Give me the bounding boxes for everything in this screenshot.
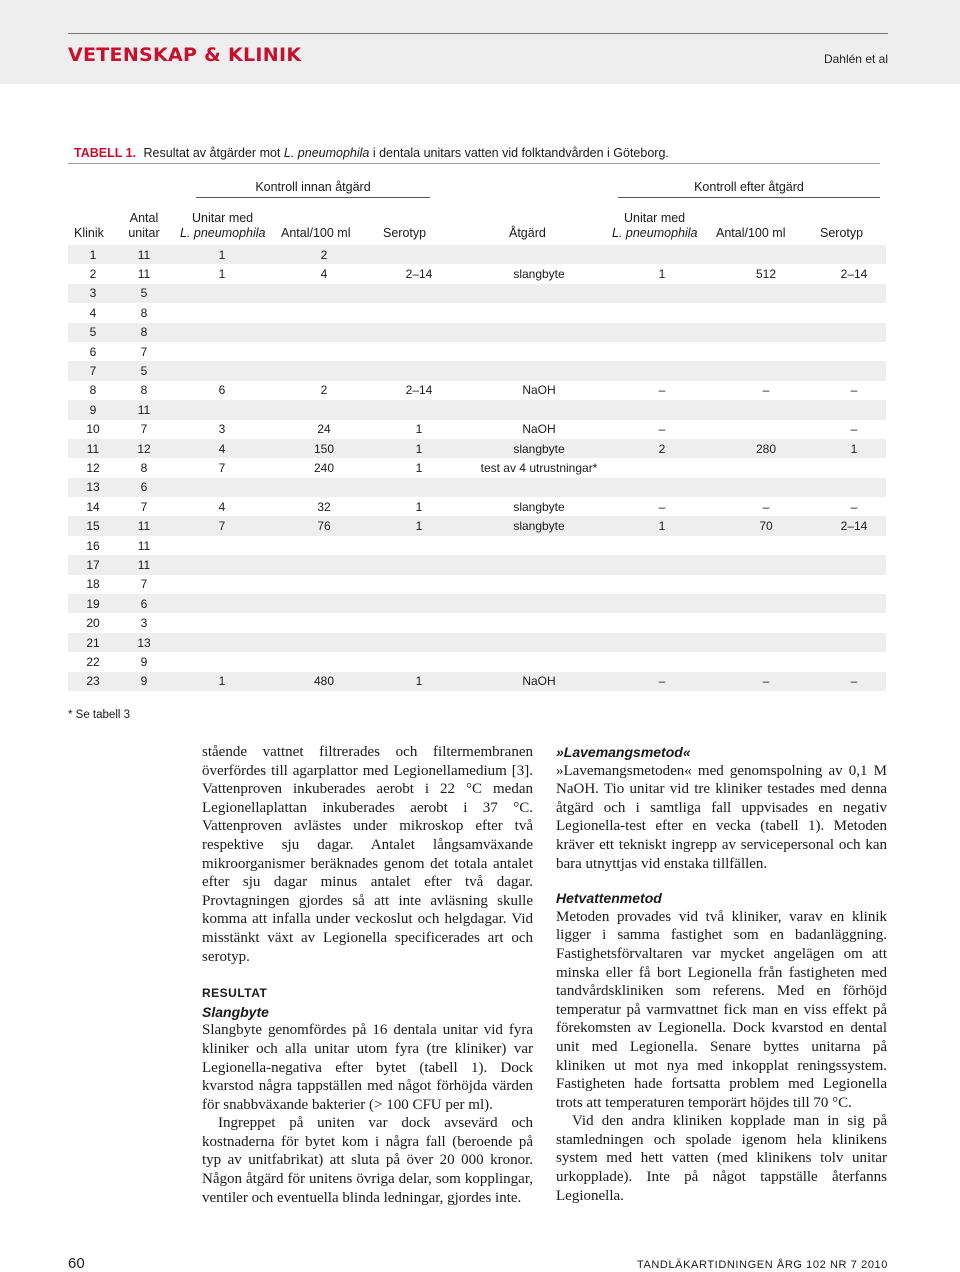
table-cell: 11 (118, 245, 170, 264)
table-cell: – (822, 420, 886, 439)
table-cell (464, 555, 614, 574)
table-cell (822, 284, 886, 303)
header-antal100-after: Antal/100 ml (716, 226, 786, 240)
table-cell: 8 (118, 458, 170, 477)
table-cell (274, 575, 374, 594)
table-cell: 76 (274, 516, 374, 535)
table-cell: 4 (170, 497, 274, 516)
header-rule (68, 33, 888, 34)
table-caption (74, 146, 669, 160)
table-cell: 6 (170, 381, 274, 400)
table-cell (274, 342, 374, 361)
table-cell: 11 (118, 264, 170, 283)
resultat-heading: RESULTAT (202, 986, 268, 1001)
lavemang-subheading: »Lavemangsmetod« (556, 744, 691, 760)
table-cell (464, 613, 614, 632)
table-cell (822, 633, 886, 652)
table-cell (822, 555, 886, 574)
table-cell: NaOH (464, 381, 614, 400)
table-cell (614, 458, 710, 477)
table-cell (464, 652, 614, 671)
table-cell (274, 323, 374, 342)
table-cell (274, 613, 374, 632)
table-cell: slangbyte (464, 516, 614, 535)
table-cell (710, 594, 822, 613)
table-cell: 11 (68, 439, 118, 458)
table-cell: 1 (374, 497, 464, 516)
table-cell (374, 342, 464, 361)
table-cell: 13 (68, 478, 118, 497)
table-cell (464, 575, 614, 594)
table-row (68, 458, 886, 477)
table-cell (822, 652, 886, 671)
table-cell: 240 (274, 458, 374, 477)
table-cell: 3 (68, 284, 118, 303)
table-cell: 1 (68, 245, 118, 264)
col2-paragraph-1: »Lavemangsmetoden« med genomspolning av 0,1 M NaOH. Tio unitar vid tre kliniker testades med denna åtgärd och i samtliga fall uppvisades en negativ Legionella-test efter en vecka (tabell 1). Metoden kräver ett tekniskt ingrepp av servicepersonal och kan bara utnyttjas vid enstaka tillfällen. (556, 762, 887, 872)
text-column-1 (202, 743, 533, 1207)
table-row (68, 361, 886, 380)
table-row (68, 575, 886, 594)
table-cell: 10 (68, 420, 118, 439)
table-cell: slangbyte (464, 264, 614, 283)
table-cell: 2–14 (374, 381, 464, 400)
table-cell: – (614, 672, 710, 691)
table-cell (170, 361, 274, 380)
table-cell: 23 (68, 672, 118, 691)
table-cell (710, 400, 822, 419)
table-cell: 2 (274, 381, 374, 400)
header-unitar-before-line1: Unitar med (192, 211, 254, 225)
table-cell: 480 (274, 672, 374, 691)
header-unitar-after-line1: Unitar med (624, 211, 686, 225)
table-cell (464, 594, 614, 613)
table-cell (614, 400, 710, 419)
table-cell (464, 536, 614, 555)
table-cell: 19 (68, 594, 118, 613)
group-header-before: Kontroll innan åtgärd (255, 180, 371, 194)
slangbyte-subheading: Slangbyte (202, 1003, 269, 1020)
table-cell: 20 (68, 613, 118, 632)
table-cell (614, 575, 710, 594)
table-cell (710, 536, 822, 555)
author-label: Dahlén et al (823, 52, 888, 66)
col2-paragraph-2: Metoden provades vid två kliniker, varav en klinik ligger i samma fastighet som en badanläggning. Fastighetsförvaltaren var mycket angelägen om att minska eller få bort Legionella från fastigheten med tandvårdskliniken som referens. Med en förhöjd temperatur på varmvattnet fick man en viss effekt på förekomsten av Legionella. Dock kvarstod en dental unit med Legionella. Senare byttes unitarna på kliniken ut mot nya med inkopplat reningssystem. Fastigheten hade fortsatta problem med Legionella trots att temperaturen temporärt höjdes till 70 °C. (556, 908, 887, 1111)
table-cell: 2 (68, 264, 118, 283)
table-cell (464, 303, 614, 322)
table-caption-species: L. pneumophila (283, 146, 370, 160)
table-cell (170, 555, 274, 574)
table-cell (464, 400, 614, 419)
header-serotyp-after: Serotyp (820, 226, 864, 240)
table-cell: 1 (170, 245, 274, 264)
table-caption-post: i dentala unitars vatten vid folktandvården i Göteborg. (372, 146, 669, 160)
page-number: 60 (68, 1255, 85, 1272)
table-cell (614, 652, 710, 671)
table-cell (614, 245, 710, 264)
group-rule-after (618, 197, 880, 198)
table-cell (614, 536, 710, 555)
table-cell: NaOH (464, 672, 614, 691)
table-cell: 9 (118, 672, 170, 691)
table-cell: 22 (68, 652, 118, 671)
table-cell (374, 478, 464, 497)
table-cell: 11 (118, 555, 170, 574)
table-caption-label: TABELL 1. (74, 146, 137, 160)
table-cell (614, 613, 710, 632)
table-cell (374, 303, 464, 322)
table-cell (710, 420, 822, 439)
table-cell: 32 (274, 497, 374, 516)
table-cell (170, 575, 274, 594)
table-cell: slangbyte (464, 497, 614, 516)
table-cell: 8 (68, 381, 118, 400)
table-cell (170, 342, 274, 361)
table-cell (822, 478, 886, 497)
table-cell (710, 323, 822, 342)
table-cell: 1 (374, 439, 464, 458)
table-cell (374, 555, 464, 574)
table-row (68, 478, 886, 497)
table-cell: 5 (118, 284, 170, 303)
table-cell: 2 (274, 245, 374, 264)
table-cell: 1 (374, 516, 464, 535)
table-cell (464, 342, 614, 361)
header-antal-line1: Antal (129, 211, 159, 225)
table-cell (614, 323, 710, 342)
table-cell (374, 400, 464, 419)
table-cell (710, 633, 822, 652)
table-cell: 9 (68, 400, 118, 419)
table-cell (170, 536, 274, 555)
table-cell: 5 (68, 323, 118, 342)
header-unitar-before (180, 211, 265, 241)
table-row (68, 594, 886, 613)
table-cell (464, 245, 614, 264)
header-unitar-after (612, 211, 697, 241)
table-cell (710, 555, 822, 574)
header-antal100-before: Antal/100 ml (281, 226, 351, 240)
table-cell: 1 (374, 420, 464, 439)
table-row (68, 245, 886, 264)
table-cell (170, 633, 274, 652)
table-cell: – (614, 420, 710, 439)
group-header-after: Kontroll efter åtgärd (694, 180, 804, 194)
table-cell: 6 (68, 342, 118, 361)
table-cell (170, 284, 274, 303)
table-cell: 6 (118, 478, 170, 497)
table-row (68, 497, 886, 516)
table-cell (170, 400, 274, 419)
table-cell (464, 361, 614, 380)
table-cell: 4 (68, 303, 118, 322)
table-row (68, 264, 886, 283)
table-cell (274, 303, 374, 322)
table-cell: 2–14 (374, 264, 464, 283)
table-cell: slangbyte (464, 439, 614, 458)
table-row (68, 439, 886, 458)
table-cell (710, 284, 822, 303)
table-cell: 1 (374, 672, 464, 691)
table-cell: NaOH (464, 420, 614, 439)
table-cell: 7 (170, 516, 274, 535)
table-cell: 7 (118, 420, 170, 439)
table-cell (274, 555, 374, 574)
table-cell: 8 (118, 323, 170, 342)
table-row (68, 672, 886, 691)
table-row (68, 323, 886, 342)
header-atgard: Åtgärd (509, 226, 546, 240)
table-cell: 280 (710, 439, 822, 458)
table-cell: 7 (118, 497, 170, 516)
table-cell (374, 652, 464, 671)
table-cell: 512 (710, 264, 822, 283)
table-cell (614, 303, 710, 322)
journal-footer: TANDLÄKARTIDNINGEN ÅRG 102 NR 7 2010 (636, 1259, 888, 1271)
table-cell (822, 303, 886, 322)
table-cell (710, 342, 822, 361)
table-cell: 15 (68, 516, 118, 535)
table-row (68, 652, 886, 671)
table-cell: 70 (710, 516, 822, 535)
results-table (68, 245, 886, 691)
table-cell (822, 575, 886, 594)
table-cell: – (710, 672, 822, 691)
table-cell (170, 303, 274, 322)
table-cell: 4 (274, 264, 374, 283)
text-column-2 (556, 743, 887, 1205)
table-cell (822, 458, 886, 477)
table-cell: 1 (374, 458, 464, 477)
table-cell (170, 613, 274, 632)
table-cell (710, 245, 822, 264)
table-cell (374, 594, 464, 613)
table-row (68, 536, 886, 555)
table-cell: 24 (274, 420, 374, 439)
table-cell (614, 361, 710, 380)
header-antal-line2: unitar (128, 226, 160, 240)
table-row (68, 342, 886, 361)
table-cell (170, 478, 274, 497)
table-row (68, 284, 886, 303)
table-cell (710, 458, 822, 477)
caption-rule (68, 163, 880, 164)
header-unitar-after-line2: L. pneumophila (612, 226, 698, 240)
table-cell (274, 594, 374, 613)
col1-paragraph-1: stående vattnet filtrerades och filtermembranen överfördes till agarplattor med Legionellamedium [3]. Vattenproven inkuberades aerobt i 22 °C medan Legionellaplattan inkuberades aerobt i 37 °C. Vattenproven avlästes under mikroskop efter två respektive sju dagar. Antalet långsamväxande mikroorganismer beräknades genom det totala antalet efter sju dagar minus antalet efter två dagar. Provtagningen gjordes så att inte avläsning skulle komma att infalla under veckoslut och helgdagar. Vid misstänkt växt av Legionella specificerades art och serotyp. (202, 744, 533, 965)
table-row (68, 633, 886, 652)
table-cell: 8 (118, 381, 170, 400)
table-row (68, 381, 886, 400)
table-cell (822, 342, 886, 361)
table-cell: – (710, 381, 822, 400)
table-cell (822, 400, 886, 419)
table-cell: – (822, 497, 886, 516)
section-title: VETENSKAP & KLINIK (68, 44, 302, 66)
table-cell: – (822, 672, 886, 691)
table-cell: 7 (118, 342, 170, 361)
table-cell (614, 284, 710, 303)
table-cell (374, 613, 464, 632)
col2-paragraph-3: Vid den andra kliniken kopplade man in sig på stamledningen och spolade igenom hela klinikens system med hett vatten (med klinikens tolv unitar urkopplade). Inte på något tappställe återfanns Legionella. (556, 1113, 887, 1204)
table-cell: 7 (68, 361, 118, 380)
table-cell (710, 652, 822, 671)
header-unitar-before-line2: L. pneumophila (180, 226, 266, 240)
table-cell (170, 323, 274, 342)
table-row (68, 613, 886, 632)
table-cell (274, 400, 374, 419)
col1-paragraph-3: Ingreppet på uniten var dock avsevärd och kostnaderna för bytet kom i några fall (beroende på typ av unitfabrikat) att sluta på över 20 000 kronor. Någon åtgärd för unitens övriga delar, som kopplingar, ventiler och eventuella blinda ledningar, gjordes inte. (202, 1115, 533, 1206)
table-cell (374, 536, 464, 555)
table-cell (822, 323, 886, 342)
hetvatten-subheading: Hetvattenmetod (556, 890, 662, 907)
table-cell (274, 361, 374, 380)
table-row (68, 400, 886, 419)
table-cell: 1 (170, 672, 274, 691)
table-cell: 12 (68, 458, 118, 477)
table-cell (614, 342, 710, 361)
table-cell: 16 (68, 536, 118, 555)
table-cell: 7 (170, 458, 274, 477)
table-cell (170, 594, 274, 613)
table-cell: – (822, 381, 886, 400)
table-cell (274, 633, 374, 652)
table-cell (822, 594, 886, 613)
table-cell: 1 (614, 264, 710, 283)
table-cell: – (614, 381, 710, 400)
table-cell (274, 536, 374, 555)
table-cell (710, 303, 822, 322)
table-cell: 7 (118, 575, 170, 594)
table-cell (374, 323, 464, 342)
table-cell: 150 (274, 439, 374, 458)
table-cell (710, 361, 822, 380)
table-cell: 2–14 (822, 516, 886, 535)
header-antal-unitar (120, 211, 168, 241)
table-row (68, 420, 886, 439)
header-band (0, 0, 960, 84)
table-cell (614, 594, 710, 613)
table-cell: 11 (118, 516, 170, 535)
table-cell (374, 575, 464, 594)
table-cell: 14 (68, 497, 118, 516)
table-cell: 13 (118, 633, 170, 652)
table-cell: 9 (118, 652, 170, 671)
table-cell (822, 245, 886, 264)
table-cell: 18 (68, 575, 118, 594)
table-cell (614, 478, 710, 497)
table-cell: 6 (118, 594, 170, 613)
table-cell: 1 (822, 439, 886, 458)
table-cell: – (614, 497, 710, 516)
table-cell: 11 (118, 536, 170, 555)
table-cell (710, 575, 822, 594)
table-cell (614, 633, 710, 652)
table-cell: 4 (170, 439, 274, 458)
table-cell: 11 (118, 400, 170, 419)
table-cell (374, 633, 464, 652)
table-row (68, 555, 886, 574)
table-cell: 1 (170, 264, 274, 283)
table-cell: 5 (118, 361, 170, 380)
header-serotyp-before: Serotyp (383, 226, 427, 240)
table-cell: 21 (68, 633, 118, 652)
table-cell (170, 652, 274, 671)
table-cell (822, 361, 886, 380)
table-cell: 3 (118, 613, 170, 632)
table-cell (464, 284, 614, 303)
table-cell (374, 245, 464, 264)
table-cell (710, 478, 822, 497)
table-footnote: * Se tabell 3 (68, 709, 131, 721)
table-cell (274, 284, 374, 303)
table-cell: 12 (118, 439, 170, 458)
table-cell (464, 478, 614, 497)
table-cell: test av 4 utrustningar* (464, 458, 614, 477)
table-row (68, 516, 886, 535)
header-klinik: Klinik (74, 226, 104, 240)
table-cell: – (710, 497, 822, 516)
col1-paragraph-2: Slangbyte genomfördes på 16 dentala unitar vid fyra kliniker och alla unitar utom fyra (tre kliniker) var Legionella-negativa efter bytet (tabell 1). Dock kvarstod några tappställen med något förhöjda värden för snabbväxande bakterier (> 100 CFU per ml). (202, 1022, 533, 1113)
table-cell (464, 633, 614, 652)
table-cell (274, 652, 374, 671)
table-cell (374, 361, 464, 380)
table-cell (464, 323, 614, 342)
table-cell (374, 284, 464, 303)
table-cell (614, 555, 710, 574)
table-cell (822, 536, 886, 555)
table-cell: 1 (614, 516, 710, 535)
table-cell: 2–14 (822, 264, 886, 283)
table-cell (274, 478, 374, 497)
table-cell (822, 613, 886, 632)
table-cell (710, 613, 822, 632)
table-cell: 8 (118, 303, 170, 322)
table-cell: 2 (614, 439, 710, 458)
table-cell: 17 (68, 555, 118, 574)
table-cell: 3 (170, 420, 274, 439)
table-row (68, 303, 886, 322)
table-caption-pre: Resultat av åtgärder mot (143, 146, 281, 160)
group-rule-before (196, 197, 430, 198)
